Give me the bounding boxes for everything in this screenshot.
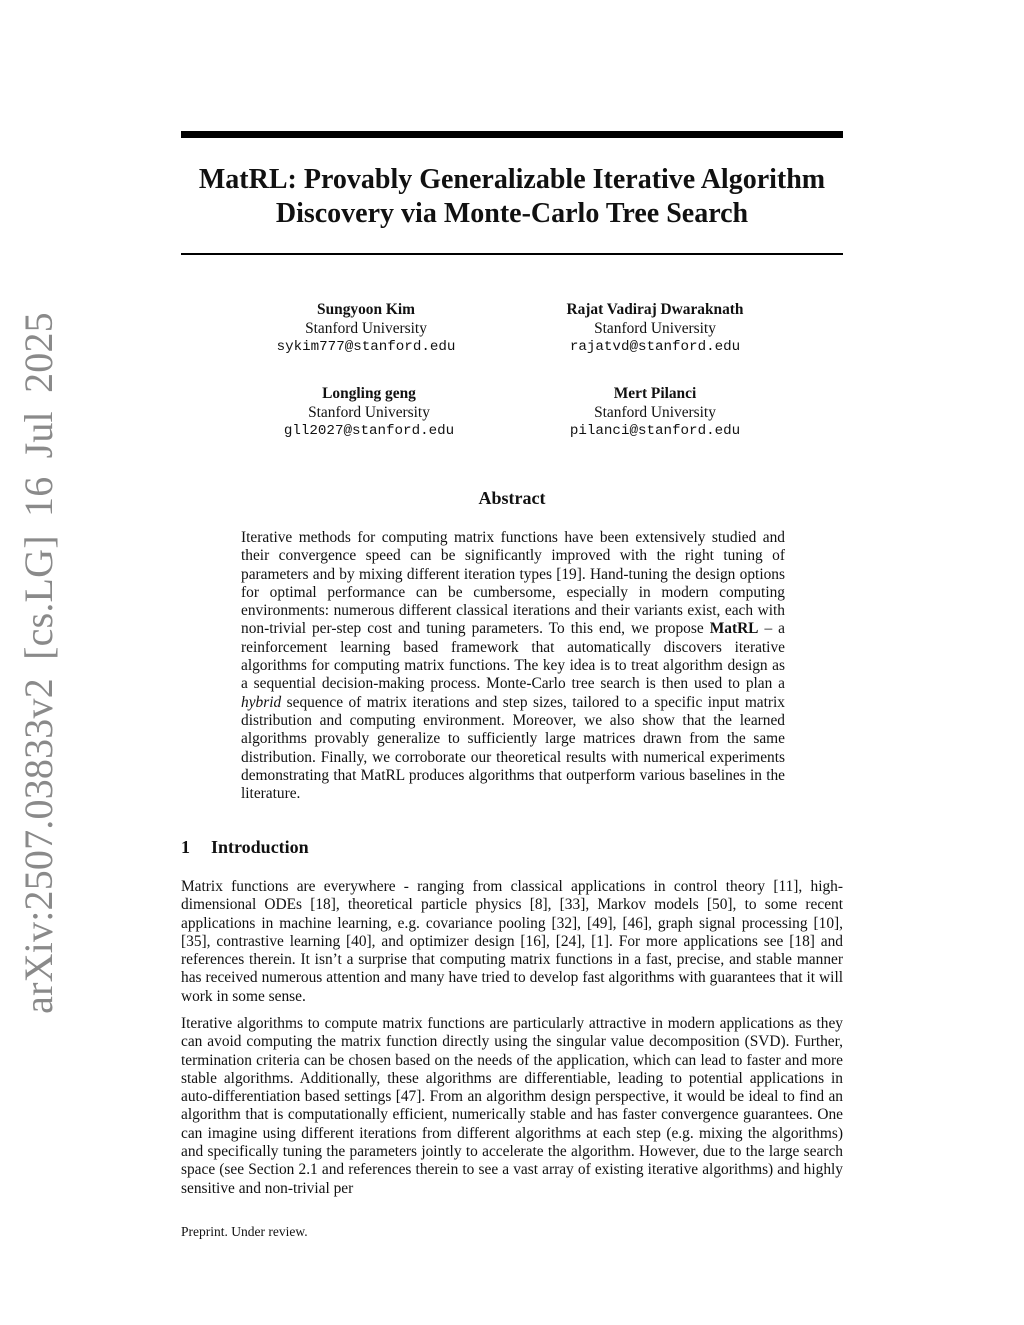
paper-title [181, 163, 843, 231]
author-affiliation: Stanford University [594, 320, 716, 337]
abstract-text-part: Iterative methods for computing matrix functions have been extensively studied and their convergence speed can be significantly improved with the right tuning of parameters and by mixing different iteration types [19]. Hand-tuning the design options for optimal performance can be cumbersome, especially in modern computing environments: numerous different classical iterations and their variants exist, each with non-trivial per-step cost and tuning parameters. To this end, we propose [241, 529, 785, 638]
abstract-italic-term: hybrid [241, 693, 282, 711]
arxiv-identifier-stamp: arXiv:2507.03833v2 [cs.LG] 16 Jul 2025 [16, 312, 61, 1014]
abstract-text-part: – a reinforcement learning based framework that automatically discovers iterative algorithms for computing matrix functions. The key idea is to treat algorithm design as a sequential decision-making process. Monte-Carlo tree search is then used to plan a [241, 620, 785, 693]
abstract-heading: Abstract [478, 488, 546, 508]
body-paragraph: Iterative algorithms to compute matrix functions are particularly attractive in modern applications as they can avoid computing the matrix function directly using the singular value decomposition (SVD). Further, termination criteria can be chosen based on the needs of the application, which can lead to faster and more stable algorithms. Additionally, these algorithms are differentiable, leading to potential applications in auto-differentiation based settings [47]. From an algorithm design perspective, it would be ideal to find an algorithm that is computationally efficient, numerically stable and has faster convergence guarantees. One can imagine using different iterations from different algorithms at each step (e.g. mixing the algorithms) and specifically tuning the parameters jointly to accelerate the algorithm. However, due to the large search space (see Section 2.1 and references therein to see a vast array of existing iterative algorithms) and highly sensitive and non-trivial per [181, 1015, 843, 1197]
title-line-2: Discovery via Monte-Carlo Tree Search [275, 198, 749, 229]
author-name: Rajat Vadiraj Dwaraknath [566, 301, 744, 318]
author-block [216, 300, 516, 357]
author-name: Longling geng [322, 385, 416, 402]
author-email[interactable]: gll2027@stanford.edu [283, 423, 455, 439]
author-affiliation: Stanford University [594, 404, 716, 421]
title-line-1: MatRL: Provably Generalizable Iterative Algorithm [198, 164, 826, 195]
page-footer: Preprint. Under review. [181, 1224, 308, 1239]
abstract-text-part: sequence of matrix iterations and step sizes, tailored to a specific input matrix distribution and computing environment. Moreover, we also show that the learned algorithms provably generalize to sufficiently large matrices drawn from the same distribution. Finally, we corroborate our theoretical results with numerical experiments demonstrating that MatRL produces algorithms that outperform various baselines in the literature. [241, 693, 785, 803]
section-heading [181, 836, 309, 858]
author-email[interactable]: pilanci@stanford.edu [569, 423, 741, 439]
title-bottom-rule [181, 253, 843, 255]
abstract-text [241, 529, 785, 803]
section-title: Introduction [211, 837, 309, 857]
section-number: 1 [181, 837, 190, 857]
abstract-bold-term: MatRL [709, 620, 759, 638]
title-top-rule [181, 131, 843, 138]
author-affiliation: Stanford University [305, 320, 427, 337]
author-email[interactable]: sykim777@stanford.edu [276, 339, 456, 355]
author-name: Mert Pilanci [613, 385, 697, 402]
author-email[interactable]: rajatvd@stanford.edu [569, 339, 741, 355]
author-block [219, 384, 519, 441]
author-affiliation: Stanford University [308, 404, 430, 421]
body-paragraph: Matrix functions are everywhere - ranging from classical applications in control theory [11], high-dimensional ODEs [18], theoretical particle physics [8], [33], Markov models [50], to some recent applications in machine learning, e.g. covariance pooling [32], [49], [46], graph signal processing [10], [35], contrastive learning [40], and optimizer design [16], [24], [1]. For more applications see [18] and references therein. It isn’t a surprise that computing matrix functions in a fast, precise, and stable manner has received numerous attention and many have tried to develop fast algorithms with guarantees that it will work in some sense. [181, 878, 843, 1005]
author-name: Sungyoon Kim [317, 301, 415, 318]
author-block [505, 384, 805, 441]
author-block [505, 300, 805, 357]
